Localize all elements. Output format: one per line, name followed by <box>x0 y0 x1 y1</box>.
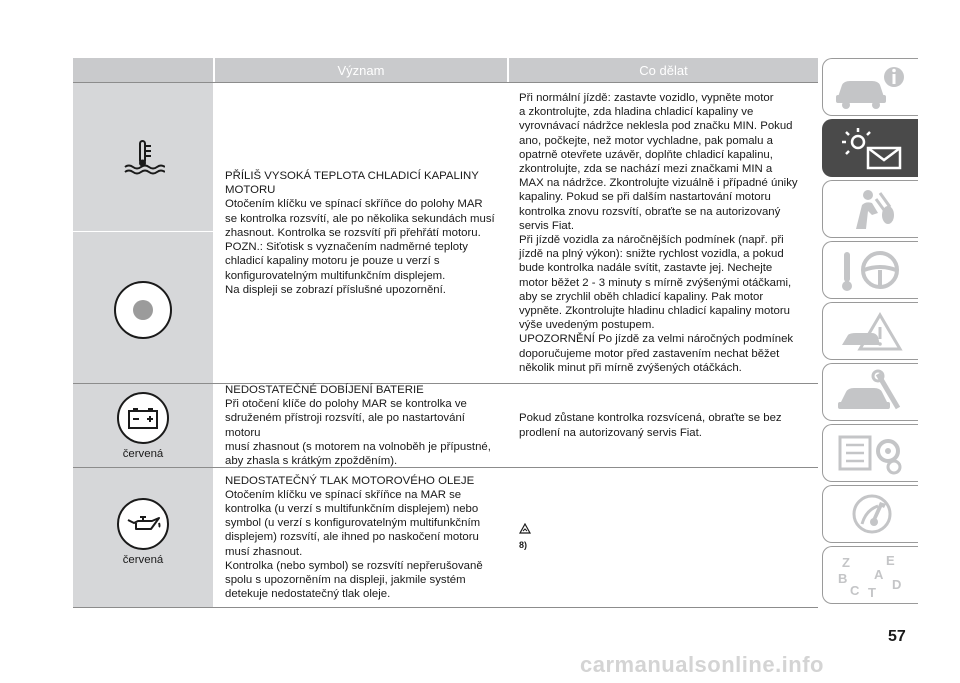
table-row-oil-pressure <box>73 468 818 608</box>
icon-cell <box>73 384 213 467</box>
svg-text:C: C <box>849 583 859 598</box>
action-cell <box>507 468 818 607</box>
tab-index[interactable] <box>822 546 918 604</box>
warning-note: 8) <box>519 523 812 552</box>
maintenance-wrench-icon <box>832 368 910 416</box>
svg-text:D: D <box>891 577 901 592</box>
svg-text:B: B <box>837 571 847 586</box>
tab-safety[interactable] <box>822 180 918 238</box>
svg-text:Z: Z <box>841 555 850 570</box>
warning-lights-table <box>73 58 818 608</box>
table-row-battery <box>73 384 818 468</box>
emergency-triangle-icon <box>832 307 910 355</box>
tab-maintenance[interactable] <box>822 363 918 421</box>
warning-lights-message-icon <box>832 124 910 172</box>
tab-starting-driving[interactable] <box>822 241 918 299</box>
action-cell: Při normální jízdě: zastavte vozidlo, vypněte motor a zkontrolujte, zda hladina chladicí kapaliny ve vyrovnávací nádržce neklesla pod značku MIN. Pokud ano, počkejte, než motor vychladne, pak pomalu a opatrně otevřete uzávěr, doplňte chladicí kapalinu, zkontrolujte, zda se nachází mezi značkami MIN a MAX na nádržce. Zkontrolujte vizuálně i případné úniky kapaliny. Pokud se při dalším nastartování motoru kontrolka znovu rozsvítí, obraťte se na autorizovaný servis Fiat. Při jízdě vozidla za náročnějších podmínek (např. při jízdě na plný výkon): snižte rychlost vozidla, a pokud bude kontrolka nadále svítit, zastavte jej. Nechejte motor běžet 2 - 3 minuty s mírně zvýšenými otáčkami, aby se zrychlil oběh chladicí kapaliny. Pak motor vypněte. Zkontrolujte hladinu chladicí kapaliny motoru výše uvedeným postupem. UPOZORNĚNÍ Po jízdě za velmi náročných podmínek doporučujeme motor před zastavením nechat běžet několik minut při mírně zvýšených otáčkách. <box>519 91 798 374</box>
svg-text:T: T <box>867 585 876 599</box>
header-action: Co dělat <box>509 58 818 82</box>
index-letters-icon <box>832 551 910 599</box>
indicator-circle-icon <box>114 281 172 339</box>
footer-watermark: carmanualsonline.info <box>580 652 824 677</box>
warning-triangle-icon <box>519 523 531 534</box>
icon-cell <box>73 468 213 607</box>
color-label: červená <box>122 554 164 566</box>
color-label: červená <box>122 448 164 460</box>
technical-data-icon <box>832 429 910 477</box>
battery-warning-icon <box>117 392 169 444</box>
tab-technical-data[interactable] <box>822 424 918 482</box>
meaning-cell: NEDOSTATEČNÉ DOBÍJENÍ BATERIE Při otočení klíče do polohy MAR se kontrolka ve sdruženém přístroji rozsvítí, ale po nastartování motoru musí zhasnout (s motorem na volnoběh je přípustné, aby zhasla s krátkým zpožděním). <box>225 383 491 467</box>
page-number: 57 <box>888 628 906 645</box>
tab-car-info[interactable] <box>822 58 918 116</box>
oil-pressure-icon <box>117 498 169 550</box>
steering-key-icon <box>832 246 910 294</box>
car-info-icon <box>832 63 910 111</box>
meaning-cell: PŘÍLIŠ VYSOKÁ TEPLOTA CHLADICÍ KAPALINY MOTORU Otočením klíčku ve spínací skříňce do polohy MAR se kontrolka rozsvítí, ale po několika sekundách musí zhasnout. Kontrolka se rozsvítí při přehřátí motoru. POZN.: Siťotisk s vyznačením nadměrné teploty chladicí kapaliny motoru je pouze u verzí s konfigurovatelným multifunkčním displejem. Na displeji se zobrazí příslušné upozornění. <box>225 170 495 296</box>
svg-text:A: A <box>873 567 883 582</box>
safety-airbag-icon <box>832 185 910 233</box>
action-cell: Pokud zůstane kontrolka rozsvícená, obraťte se bez prodlení na autorizovaný servis Fiat. <box>519 412 782 439</box>
chapter-tabs <box>822 58 918 607</box>
tab-emergency[interactable] <box>822 302 918 360</box>
table-row-coolant <box>73 82 818 384</box>
svg-text:E: E <box>885 553 895 568</box>
coolant-temperature-icon <box>121 139 165 180</box>
meaning-cell: NEDOSTATEČNÝ TLAK MOTOROVÉHO OLEJE Otočením klíčku ve spínací skříňce na MAR se kontrolka (u verzí s multifunkčním displejem) nebo symbol (u verzí s konfigurovatelným multifunkčním displejem) rozsvítí, ale ihned po naskočení motoru musí zhasnout. Kontrolka (nebo symbol) se rozsvítí nepřerušovaně spolu s upozorněním na displeji, jakmile systém detekuje nedostatečný tlak oleje. <box>225 474 483 601</box>
icon-cell <box>73 83 213 383</box>
multimedia-icon <box>832 490 910 538</box>
header-meaning: Význam <box>215 58 507 82</box>
tab-warning-lights[interactable] <box>822 119 918 177</box>
table-header <box>73 58 818 82</box>
tab-multimedia[interactable] <box>822 485 918 543</box>
